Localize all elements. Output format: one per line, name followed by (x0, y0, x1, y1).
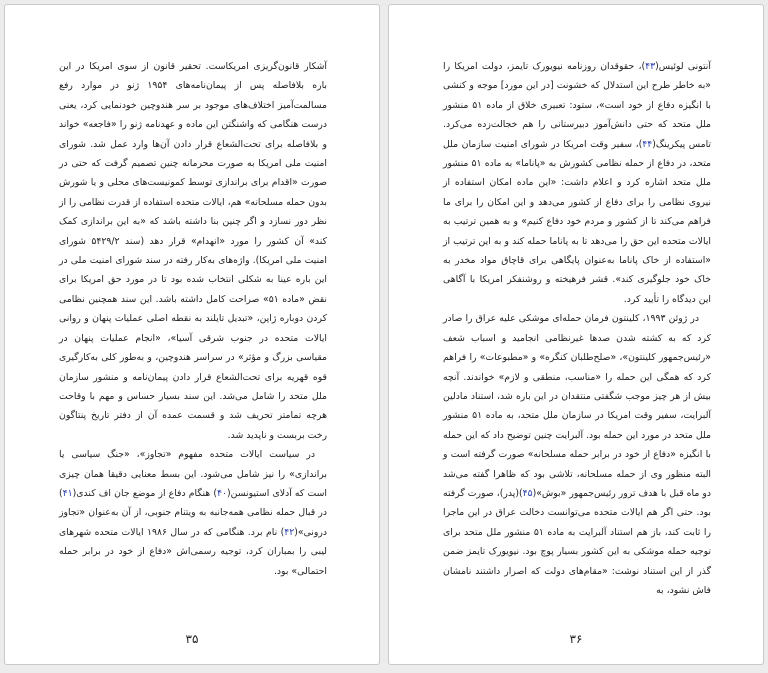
left-page-body (59, 57, 327, 581)
paragraph (443, 57, 711, 309)
text-segment: آنتونی لوئیس( (655, 61, 711, 72)
footnote-ref[interactable]: ۴۴ (642, 138, 653, 150)
right-page-body (443, 57, 711, 600)
text-segment: )، حقوقدان روزنامه نیویورک تایمز، دولت امریکا را «به خاطر طرح این استدلال که خشونت [در این مورد] موجه و کنشی با انگیزه دفاع از خود است»، ستود: تعبیری خلاق از ماده ۵۱ منشور ملل متحد که حتی دانش‌آموز دبیرستانی را هم خجالت‌زده می‌کرد. تامس پیکرینگ( (443, 61, 711, 150)
footnote-ref[interactable]: ۴۱ (62, 487, 73, 499)
text-segment: در ژوئن ۱۹۹۳، کلینتون فرمان حمله‌ای موشکی علیه عراق را صادر کرد که به کشته شدن صدها غیرنظامی انجامید و اسباب شعف «رئیس‌جمهور کلینتون»، «صلح‌طلبان کنگره» و «مطبوعات» را فراهم کرد که همگی این حمله را «مناسب، منطقی و لازم» خواندند. آنچه بیش از هر چیز موجب شگفتی منتقدان در این باره شد، استناد مادلین آلبرایت، سفیر وقت امریکا در سازمان ملل متحد، به ماده ۵۱ منشور ملل متحد در مورد این حمله بود. آلبرایت چنین توضیح داد که این حمله با انگیزه «دفاع از خود در برابر حمله مسلحانه» صورت گرفته است و البته منظور وی از حمله مسلحانه، تلاشی بود که ظاهرا گفته می‌شد دو ماه قبل با هدف ترور رئیس‌جمهور «بوش»( (443, 313, 712, 499)
text-segment: )، سفیر وقت امریکا در شورای امنیت سازمان ملل متحد، در دفاع از حمله نظامی کشورش به «پاناما» به ماده ۵۱ منشور ملل متحد اشاره کرد و اعلام داشت: «این ماده امکان استفاده از نیروی نظامی را برای دفاع از کشور می‌دهد و این امکان را برای ما فراهم می‌کند تا از کشور و مردم خود دفاع کنیم» و به همین ترتیب به ایالات متحده این حق را می‌دهد تا به پاناما حمله کند و به این ترتیب از «استفاده از خاک پاناما به‌عنوان پایگاهی برای قاچاق مواد مخدر به خاک خود جلوگیری کند». قشر فرهیخته و روشنفکر امریکا با آگاهی این دیدگاه را تأیید کرد. (443, 138, 711, 305)
text-segment: ) هنگام دفاع از موضع جان اف کندی( (72, 487, 217, 499)
text-segment: ) در قبال حمله نظامی همه‌جانبه به ویتنام جنوبی، از آن به‌عنوان «تجاوز درونی»( (59, 487, 327, 538)
footnote-ref[interactable]: ۴۵ (522, 487, 533, 499)
text-segment: در سیاست ایالات متحده مفهوم «تجاوز»، «جنگ سیاسی یا براندازی» را نیز شامل می‌شود. این بسط معنایی دقیقا همان چیزی است که آدلای استیونسن( (59, 449, 327, 499)
text-segment: )(پدر)، صورت گرفته بود. حتی اگر هم ایالات متحده می‌توانست دخالت عراق در این ماجرا را ثابت کند، باز هم استناد آلبرایت به ماده ۵۱ منشور ملل متحد برای توجیه حمله موشکی به این کشور بسیار پوچ بود. نیویورک تایمز ضمن گذر از این استناد نوشت: «مقام‌های دولت که اصرار داشتند نامشان فاش نشود، به (443, 487, 711, 596)
footnote-ref[interactable]: ۴۲ (284, 526, 295, 538)
right-page-number: ۳۶ (569, 632, 583, 646)
text-segment: ) نام برد. هنگامی که در سال ۱۹۸۶ ایالات متحده شهرهای لیبی را بمباران کرد، توجیه رسمی‌اش «دفاع از خود در برابر حمله احتمالی» بود. (59, 526, 327, 577)
paragraph (59, 445, 327, 581)
left-page-number: ۳۵ (185, 632, 199, 646)
left-page (4, 4, 380, 665)
footnote-ref[interactable]: ۴۳ (645, 61, 656, 72)
paragraph (59, 57, 327, 445)
right-page (388, 4, 764, 665)
text-segment: آشکار قانون‌گریزی امریکاست. تحقیر قانون از سوی امریکا در این باره بلافاصله پس از پیمان‌نامه‌های ۱۹۵۴ ژنو در موارد رفع مسالمت‌آمیز اختلاف‌های موجود بر سر هندوچین خود‌نمایی کرد، یعنی درست هنگامی که واشنگتن این ماده و عهدنامه ژنو را «فاجعه» خواند و بلافاصله برای تحت‌الشعاع قرار دادن آن‌ها وارد عمل شد. شورای امنیت ملی امریکا به صورت محرمانه چنین تصمیم گرفت که حتی در صورت «اقدام برای براندازی توسط کمونیست‌های محلی و یا شورش بدون حمله مسلحانه» هم، ایالات متحده استفاده از قدرت نظامی را از نظر دور نسازد و اگر چنین بنا داشته باشد که «به این براندازی کمک کند» آن کشور را مورد «انهدام» قرار دهد (سند ۵۴۲۹/۲ شورای امنیت ملی امریکا). واژه‌های به‌کار رفته در سند شورای امنیت ملی در این باره عینا به شکلی انتخاب شده بود تا در مورد حق امریکا برای نقض «ماده ۵۱» صراحت کامل داشته باشد. این سند همچنین نظامی کردن دوباره ژاپن، «تبدیل تایلند به نقطه اصلی عملیات پنهان و روانی ایالات متحده در جنوب شرقی آسیا»، «انجام عملیات پنهان در مقیاسی بزرگ و مؤثر» در سراسر هندوچین، و به‌طور کلی به‌کارگیری قوه قهریه برای تحت‌الشعاع قرار دادن پیمان‌نامه و منشور سازمان ملل متحد را شامل می‌شد. این سند بسیار حساس و مهم با وقاحت هرچه تمامتر تحریف شد و قسمت عمده آن از دفتر تاریخ پنتاگون رخت بربست و ناپدید شد. (59, 61, 328, 441)
footnote-ref[interactable]: ۴۰ (216, 487, 227, 499)
paragraph (443, 309, 711, 600)
